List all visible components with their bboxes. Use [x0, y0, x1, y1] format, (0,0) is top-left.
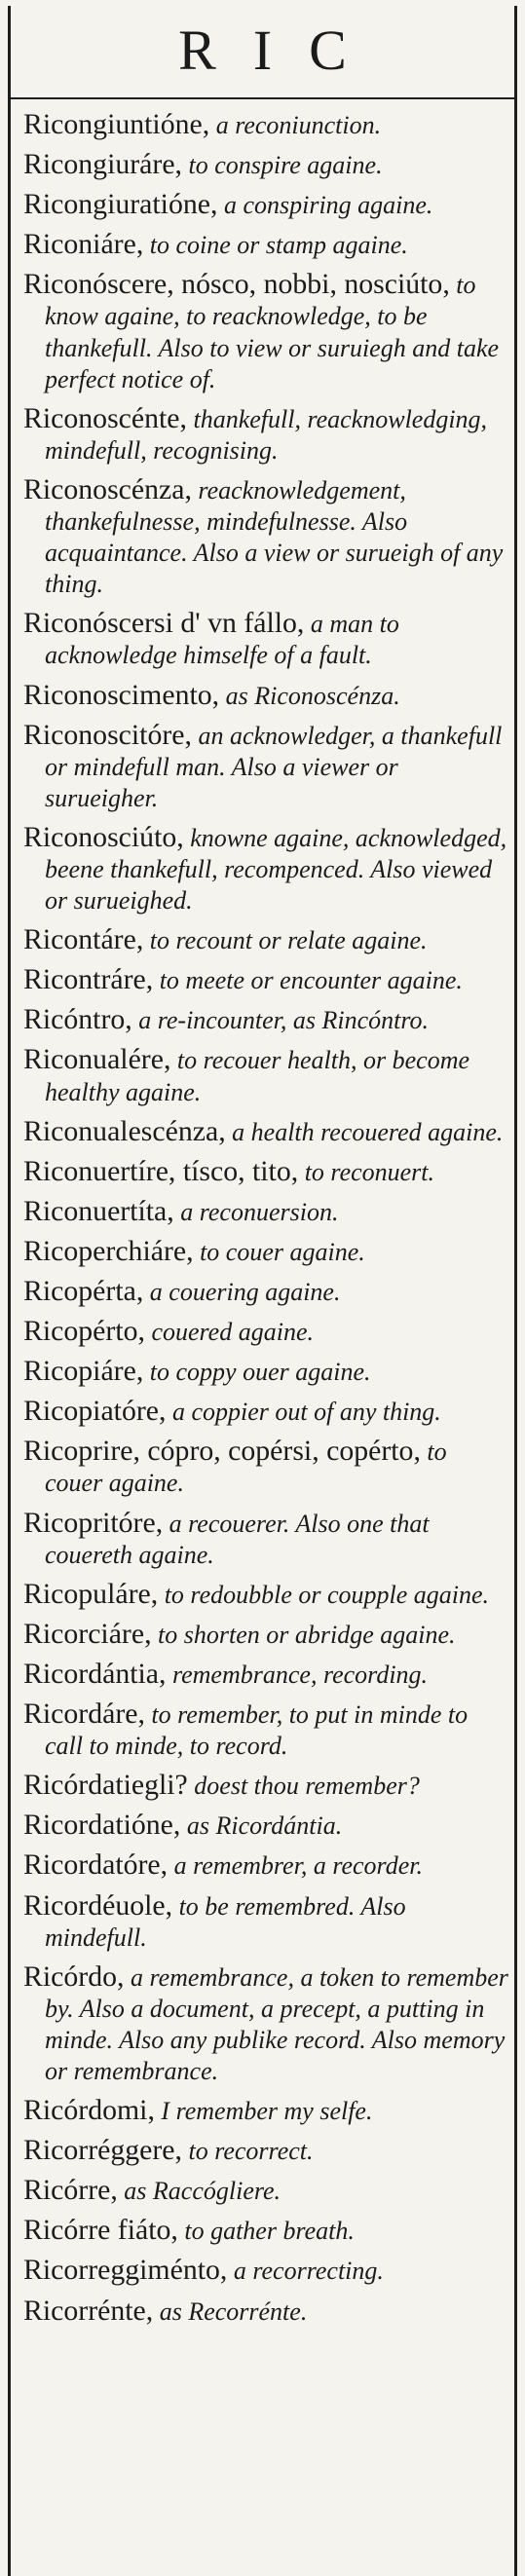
- dictionary-entry: [23, 720, 509, 813]
- page-header: [11, 6, 514, 95]
- headword: Riconóscere, nósco, nobbi, nosciúto,: [23, 268, 450, 301]
- headword: Riconuertíre, tísco, tito,: [23, 1154, 299, 1187]
- dictionary-entry: [23, 403, 509, 466]
- definition: a reconuersion.: [173, 1197, 339, 1226]
- dictionary-entry: [23, 1659, 509, 1690]
- dictionary-entry: [23, 1316, 509, 1347]
- headword: Ricordatióne,: [23, 1809, 181, 1842]
- headword: Ricopiáre,: [23, 1355, 144, 1388]
- headword: Ricoprire, cópro, copérsi, copérto,: [23, 1435, 421, 1468]
- definition: to be remembred. Also mindefull.: [45, 1891, 406, 1952]
- headword: Riconualescénza,: [23, 1114, 226, 1147]
- headword: Riconoscénte,: [23, 401, 187, 434]
- definition: a remembrance, a token to remember by. Also a document, a precept, a putting in minde. Also any publike record. Also memory or remembrance.: [45, 1962, 508, 2085]
- headword: Riconualére,: [23, 1043, 171, 1076]
- dictionary-entry: [23, 1699, 509, 1761]
- headword: Ricongiuntióne,: [23, 108, 210, 140]
- dictionary-entry: [23, 608, 509, 670]
- definition: a man to acknowledge himselfe of a fault.: [45, 610, 399, 670]
- headword: Ricorciáre,: [23, 1617, 152, 1650]
- definition: couered againe.: [144, 1318, 314, 1347]
- headword: Ricongiuratióne,: [23, 188, 218, 221]
- dictionary-entry: [23, 474, 509, 599]
- dictionary-entry: [23, 269, 509, 393]
- headword: Ricontáre,: [23, 923, 144, 956]
- definition: as Recorrénte.: [153, 2296, 308, 2326]
- headword: Ricórdomi,: [23, 2094, 155, 2127]
- definition: a couering againe.: [143, 1278, 341, 1306]
- headword: Ricorréggere,: [23, 2134, 182, 2167]
- dictionary-entry: [23, 109, 509, 140]
- dictionary-entry: [23, 680, 509, 711]
- definition: a recouerer. Also one that couereth againe.: [45, 1509, 430, 1569]
- headword: Ricopritóre,: [23, 1506, 164, 1539]
- running-head: RIC: [178, 19, 384, 82]
- definition: to redoubble or coupple againe.: [158, 1580, 490, 1609]
- dictionary-entry: [23, 924, 509, 955]
- dictionary-entry: [23, 1619, 509, 1650]
- entry-list: [23, 109, 509, 2335]
- headword: Ricórdatiegli?: [23, 1769, 188, 1802]
- definition: knowne againe, acknowledged, beene thankefull, recompenced. Also viewed or surueighed.: [45, 823, 507, 915]
- dictionary-entry: [23, 1810, 509, 1841]
- headword: Ricopiatóre,: [23, 1395, 167, 1428]
- headword: Riconosciúto,: [23, 820, 184, 853]
- definition: to recorrect.: [181, 2137, 314, 2166]
- dictionary-entry: [23, 2255, 509, 2286]
- definition: as Raccógliere.: [117, 2177, 281, 2206]
- headword: Riconoscénza,: [23, 472, 192, 505]
- dictionary-entry: [23, 1196, 509, 1227]
- headword: Riconoscitóre,: [23, 718, 192, 751]
- headword: Ricórre fiáto,: [23, 2214, 178, 2247]
- dictionary-entry: [23, 1156, 509, 1187]
- headword: Ricorreggiménto,: [23, 2254, 228, 2287]
- definition: to coppy ouer againe.: [143, 1358, 371, 1387]
- dictionary-entry: [23, 1236, 509, 1267]
- dictionary-entry: [23, 2215, 509, 2246]
- definition: a recorrecting.: [227, 2257, 384, 2286]
- definition: to recouer health, or become healthy againe.: [45, 1046, 470, 1106]
- dictionary-entry: [23, 149, 509, 180]
- dictionary-entry: [23, 189, 509, 220]
- definition: to gather breath.: [177, 2217, 355, 2246]
- definition: reacknowledgement, thankefulnesse, mindefulnesse. Also acquaintance. Also a view or surueigh of any thing.: [45, 475, 504, 599]
- dictionary-entry: [23, 1356, 509, 1387]
- definition: a coppier out of any thing.: [166, 1398, 441, 1427]
- definition: a conspiring againe.: [217, 191, 433, 220]
- definition: as Ricordántia.: [180, 1811, 343, 1841]
- headword: Ricóntro,: [23, 1003, 132, 1036]
- definition: a health recouered againe.: [225, 1117, 504, 1146]
- headword: Riconuertíta,: [23, 1194, 174, 1227]
- definition: an acknowledger, a thankefull or mindefull man. Also a viewer or surueigher.: [45, 721, 503, 812]
- definition: as Riconoscénza.: [219, 681, 400, 710]
- dictionary-entry: [23, 229, 509, 260]
- dictionary-entry: [23, 1849, 509, 1881]
- definition: a remembrer, a recorder.: [168, 1851, 423, 1881]
- headword: Ricórre,: [23, 2174, 118, 2207]
- definition: I remember my selfe.: [154, 2097, 373, 2126]
- headword: Ricordáre,: [23, 1698, 145, 1731]
- dictionary-entry: [23, 1508, 509, 1570]
- dictionary-entry: [23, 2135, 509, 2166]
- definition: to couer againe.: [45, 1437, 447, 1498]
- definition: to know againe, to reacknowledge, to be thankefull. Also to view or suruiegh and take perfect notice of.: [45, 271, 500, 393]
- dictionary-entry: [23, 1396, 509, 1427]
- definition: thankefull, reacknowledging, mindefull, recognising.: [45, 404, 488, 465]
- dictionary-entry: [23, 1004, 509, 1035]
- dictionary-entry: [23, 2095, 509, 2126]
- header-rule: [11, 97, 514, 99]
- headword: Riconóscersi d' vn fállo,: [23, 607, 305, 640]
- definition: to coine or stamp againe.: [143, 231, 408, 260]
- definition: to recount or relate againe.: [143, 926, 428, 955]
- definition: a re-incounter, as Rincóntro.: [131, 1006, 429, 1035]
- dictionary-entry: [23, 1044, 509, 1106]
- definition: to conspire againe.: [182, 151, 383, 180]
- headword: Ricordéuole,: [23, 1888, 173, 1922]
- definition: to remember, to put in minde to call to minde, to record.: [45, 1700, 469, 1761]
- headword: Ricopuláre,: [23, 1577, 159, 1610]
- headword: Riconoscimento,: [23, 678, 220, 711]
- dictionary-entry: [23, 1276, 509, 1307]
- dictionary-entry: [23, 822, 509, 915]
- dictionary-entry: [23, 1770, 509, 1801]
- dictionary-entry: [23, 964, 509, 995]
- headword: Ricopérto,: [23, 1315, 145, 1348]
- dictionary-entry: [23, 1116, 509, 1147]
- definition: to meete or encounter againe.: [153, 966, 463, 995]
- headword: Ricopérta,: [23, 1275, 144, 1307]
- headword: Ricordántia,: [23, 1657, 167, 1690]
- dictionary-entry: [23, 1579, 509, 1610]
- dictionary-entry: [23, 2175, 509, 2206]
- headword: Ricorrénte,: [23, 2294, 154, 2327]
- headword: Riconiáre,: [23, 228, 144, 261]
- headword: Ricordatóre,: [23, 1848, 169, 1882]
- definition: to couer againe.: [193, 1237, 365, 1266]
- definition: a reconiunction.: [209, 111, 382, 139]
- headword: Ricontráre,: [23, 963, 154, 996]
- dictionary-entry: [23, 2296, 509, 2327]
- definition: to reconuert.: [298, 1157, 435, 1186]
- definition: to shorten or abridge againe.: [151, 1620, 456, 1649]
- headword: Ricoperchiáre,: [23, 1234, 194, 1267]
- definition: remembrance, recording.: [166, 1660, 429, 1689]
- dictionary-entry: [23, 1961, 509, 2086]
- headword: Ricórdo,: [23, 1960, 125, 1993]
- dictionary-entry: [23, 1436, 509, 1498]
- definition: doest thou remember?: [187, 1772, 420, 1801]
- headword: Ricongiuráre,: [23, 148, 182, 181]
- dictionary-entry: [23, 1890, 509, 1953]
